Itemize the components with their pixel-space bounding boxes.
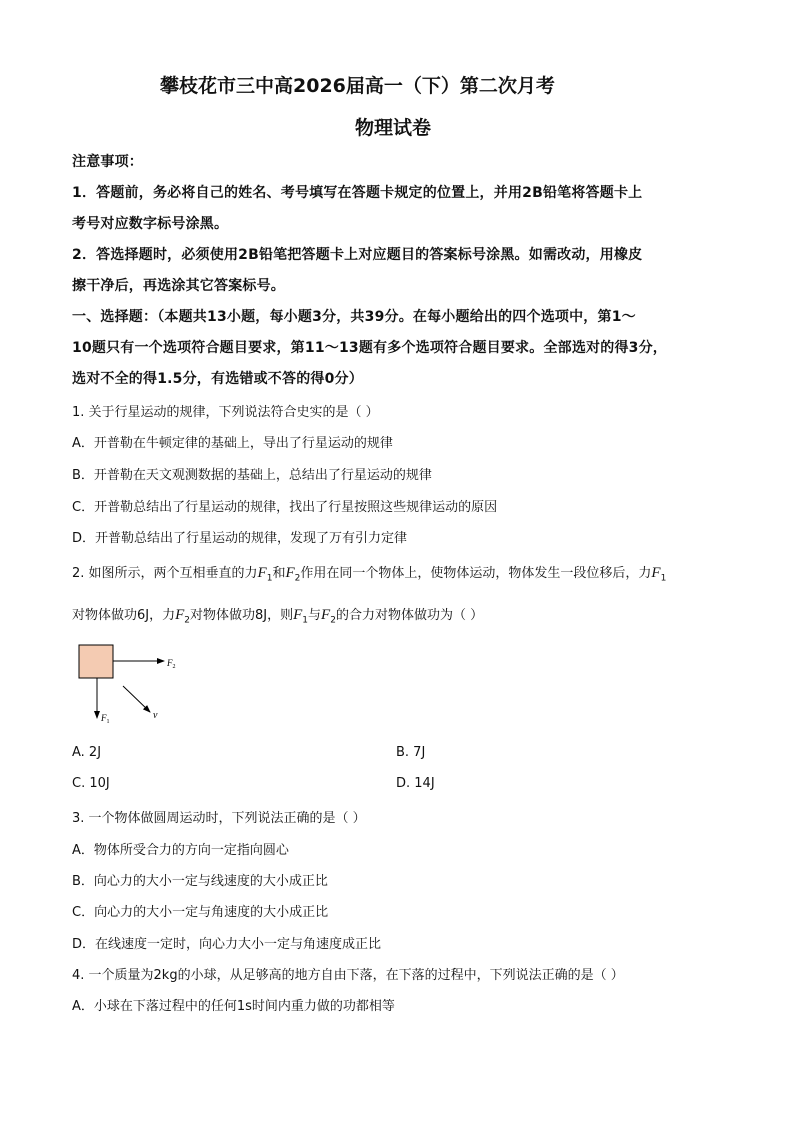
section-heading-line-3: 选对不全的得1.5分，有选错或不答的得0分） [72,371,363,387]
q2-force-diagram [70,640,190,735]
force-symbol: F [293,607,303,623]
q4-stem: 4. 一个质量为2kg的小球，从足够高的地方自由下落，在下落的过程中，下列说法正确的是（ ） [72,968,624,983]
q2-option-c: C. 10J [72,776,110,791]
q2-text: 2. 如图所示，两个互相垂直的力 [72,566,258,581]
q2-text: 和 [272,566,286,581]
f2-label: $F_2$ [167,658,176,670]
exam-title: 攀枝花市三中高2026届高一（下）第二次月考 [160,75,555,97]
q2-text: 的合力对物体做功为（ ） [335,608,484,623]
q3-option-c: C．向心力的大小一定与角速度的大小成正比 [72,905,329,920]
q2-text: 作用在同一个物体上，使物体运动，物体发生一段位移后，力 [300,566,652,581]
section-heading-line-1: 一、选择题：（本题共13小题，每小题3分，共39分。在每小题给出的四个选项中，第1～ [72,309,636,325]
subscript: 1 [266,573,273,584]
subscript: 2 [184,615,191,626]
subscript: 2 [294,573,301,584]
notice-heading: 注意事项： [72,154,143,170]
exam-subtitle: 物理试卷 [355,117,432,139]
q1-option-a: A．开普勒在牛顿定律的基础上，导出了行星运动的规律 [72,436,393,451]
q1-option-c: C．开普勒总结出了行星运动的规律，找出了行星按照这些规律运动的原因 [72,500,498,515]
notice-item-1-line-1: 1．答题前，务必将自己的姓名、考号填写在答题卡规定的位置上，并用2B铅笔将答题卡上 [72,185,643,201]
q2-option-a: A. 2J [72,745,102,760]
subscript: 1 [660,573,667,584]
q2-stem-line-2 [72,604,483,626]
q4-option-a: A．小球在下落过程中的任何1s时间内重力做的功都相等 [72,999,395,1014]
force-symbol: F [175,607,185,623]
section-heading-line-2: 10题只有一个选项符合题目要求，第11～13题有多个选项符合题目要求。全部选对的得3分， [72,340,667,356]
q2-stem-line-1 [72,562,666,584]
q2-option-d: D. 14J [396,776,435,791]
q2-text: 对物体做功6J，力 [72,608,176,623]
q2-text: 对物体做功8J，则 [190,608,294,623]
force-symbol: F [321,607,331,623]
notice-item-2-line-2: 擦干净后，再选涂其它答案标号。 [72,278,285,294]
q2-option-b: B. 7J [396,745,426,760]
velocity-arrow [123,686,150,712]
q3-option-d: D．在线速度一定时，向心力大小一定与角速度成正比 [72,937,382,952]
subscript: 1 [302,615,309,626]
q3-stem: 3. 一个物体做圆周运动时，下列说法正确的是（ ） [72,811,366,826]
q3-option-a: A．物体所受合力的方向一定指向圆心 [72,843,289,858]
q1-stem: 1. 关于行星运动的规律，下列说法符合史实的是（ ） [72,405,379,420]
force-symbol: F [285,565,295,581]
object-block [79,645,113,678]
q1-option-d: D．开普勒总结出了行星运动的规律，发现了万有引力定律 [72,531,408,546]
v-label: v [153,710,158,721]
notice-item-2-line-1: 2．答选择题时，必须使用2B铅笔把答题卡上对应题目的答案标号涂黑。如需改动，用橡皮 [72,247,643,263]
force-symbol: F [651,565,661,581]
q1-option-b: B．开普勒在天文观测数据的基础上，总结出了行星运动的规律 [72,468,432,483]
force-symbol: F [257,565,267,581]
subscript: 2 [330,615,336,626]
q3-option-b: B．向心力的大小一定与线速度的大小成正比 [72,874,328,889]
q2-text: 与 [308,608,322,623]
f1-label: $F_1$ [101,713,110,725]
notice-item-1-line-2: 考号对应数字标号涂黑。 [72,216,229,232]
